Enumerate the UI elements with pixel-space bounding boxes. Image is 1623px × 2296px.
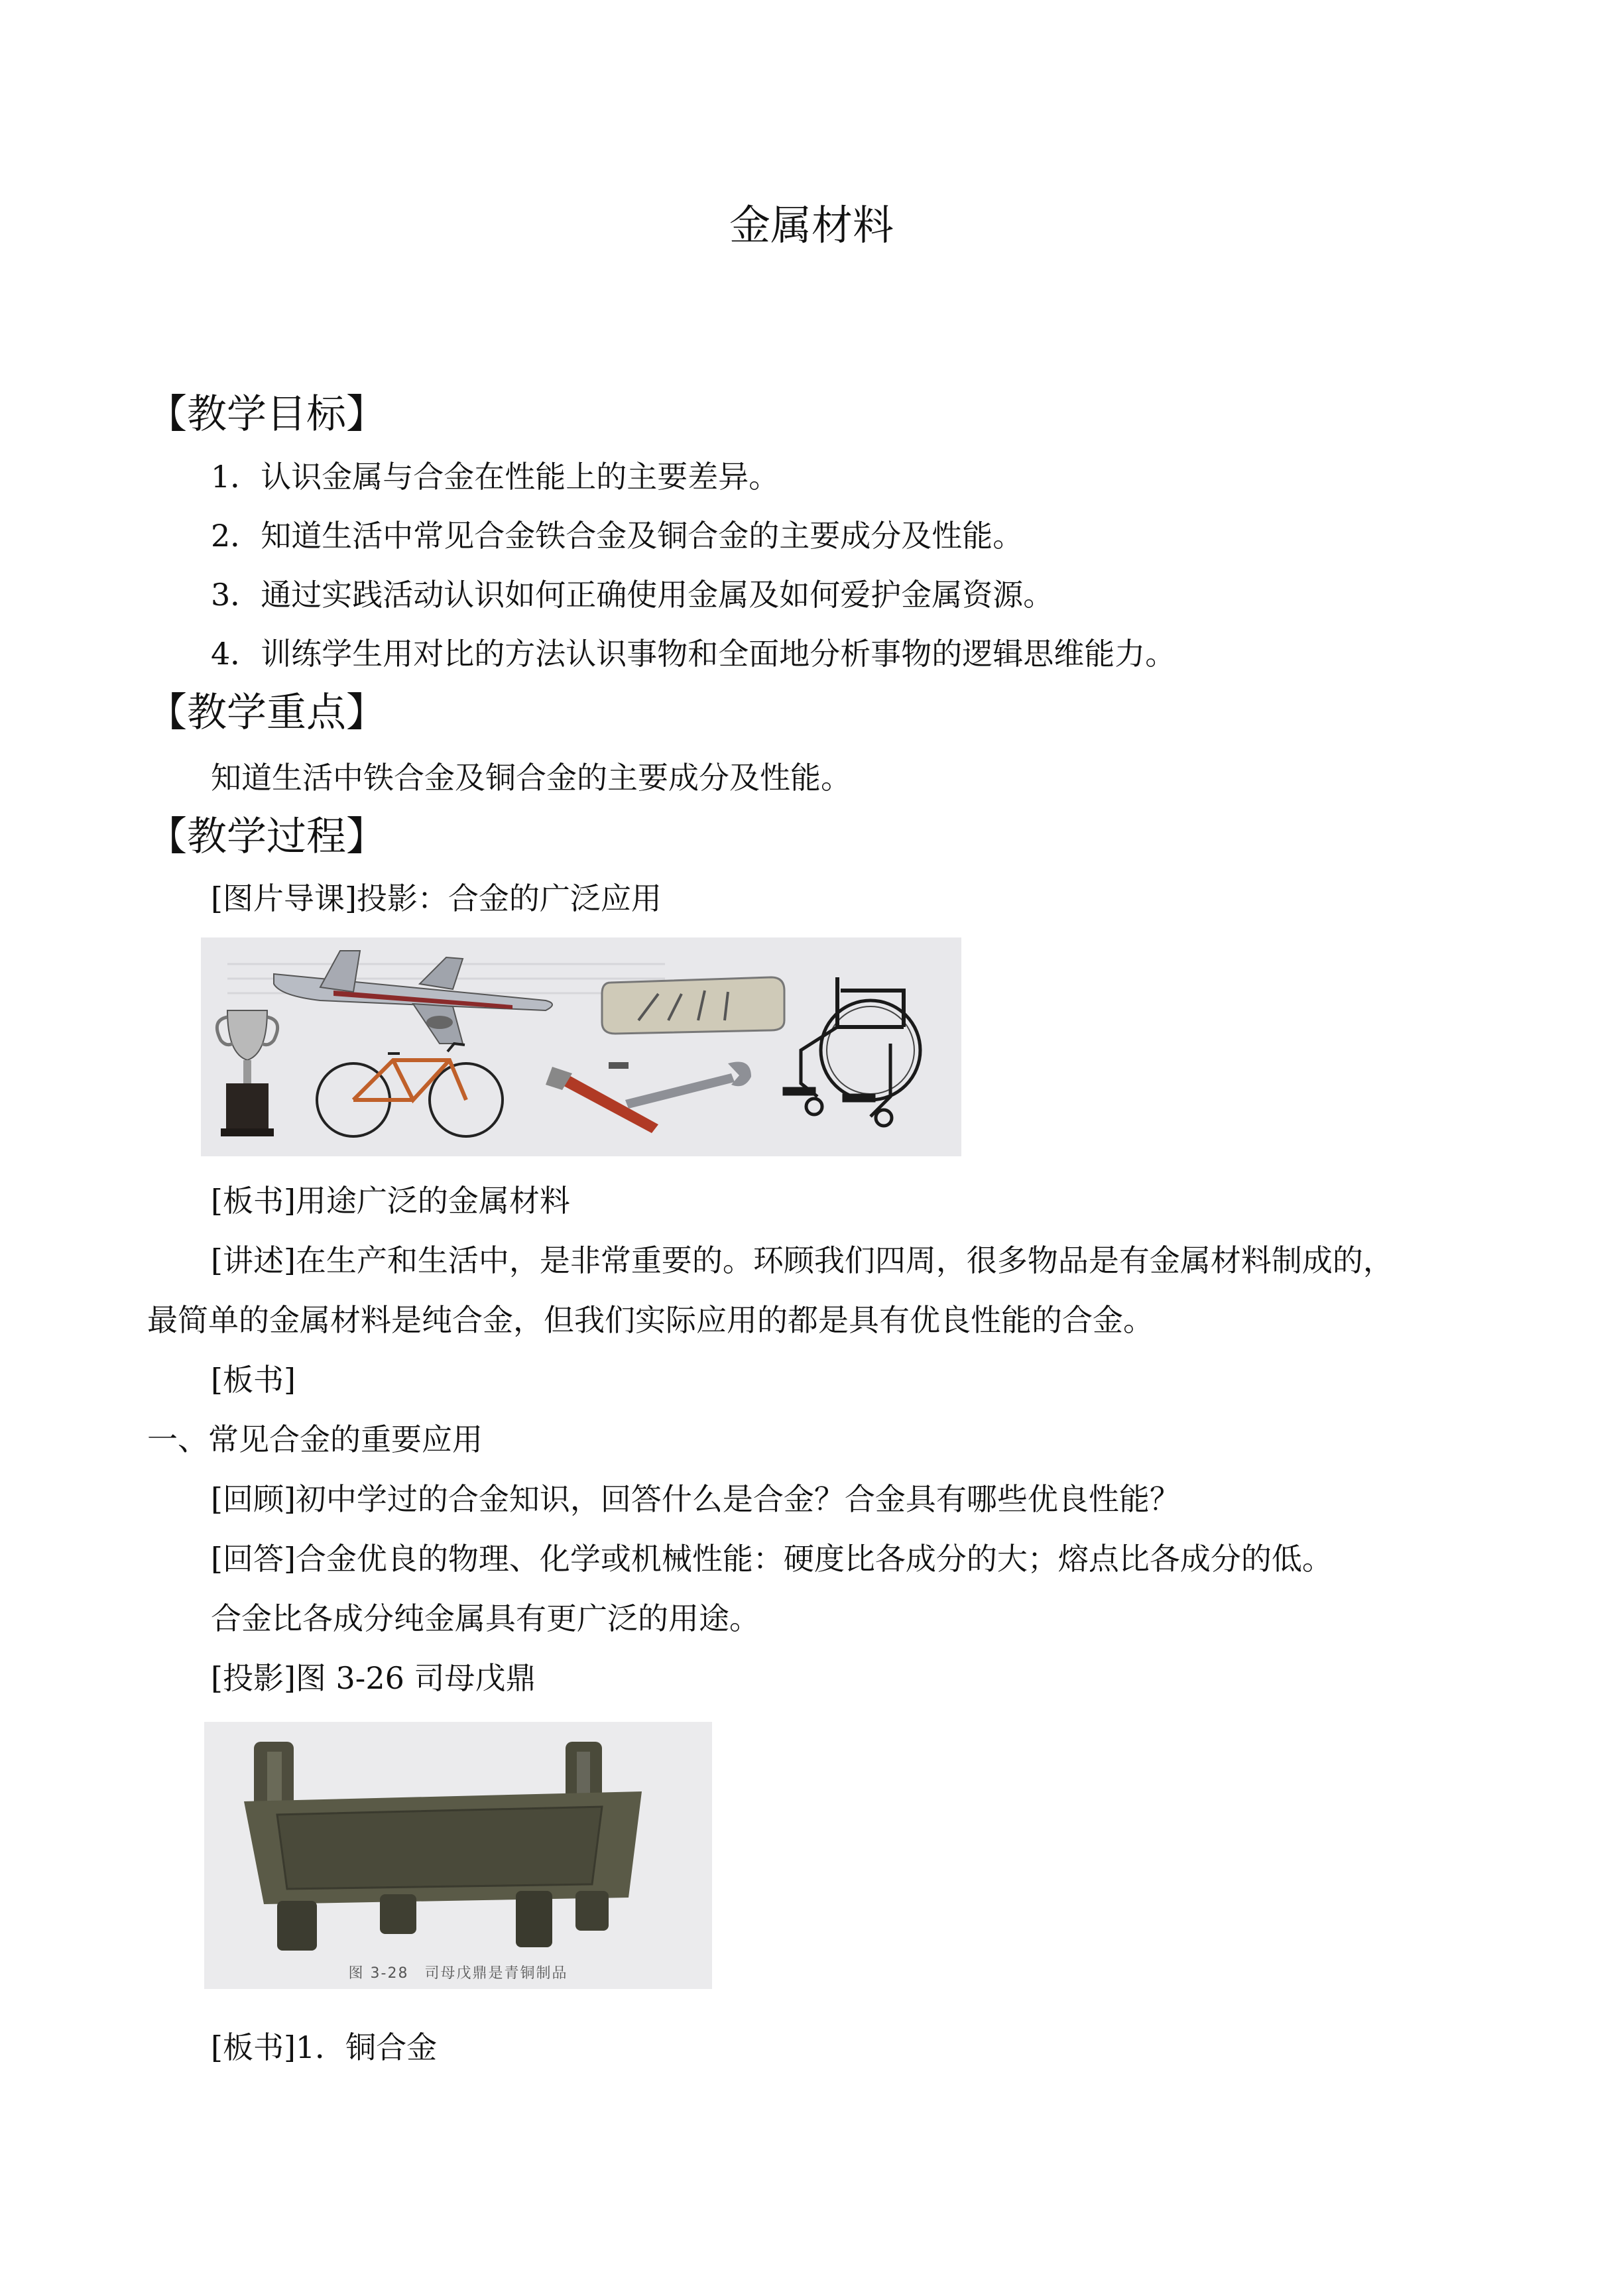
simuwu-ding-image — [204, 1722, 712, 1989]
medical-tray-icon — [602, 977, 784, 1034]
heading-teaching-process: 【教学过程】 — [147, 814, 386, 860]
ding-figure-caption: 图 3-28 司母戊鼎是青铜制品 — [348, 1965, 568, 1982]
alloy-applications-image — [201, 937, 961, 1156]
goal-item-2: 2．知道生活中常见合金铁合金及铜合金的主要成分及性能。 — [211, 518, 1024, 554]
process-line-answer: [回答]合金优良的物理、化学或机械性能：硬度比各成分的大；熔点比各成分的低。 — [211, 1541, 1333, 1577]
process-line-lecture-cont: 最简单的金属材料是纯合金，但我们实际应用的都是具有优良性能的合金。 — [147, 1302, 1154, 1338]
process-line-lecture: [讲述]在生产和生活中，是非常重要的。环顾我们四周，很多物品是有金属材料制成的， — [211, 1242, 1394, 1278]
page-title: 金属材料 — [729, 201, 894, 249]
goal-item-1: 1．认识金属与合金在性能上的主要差异。 — [211, 459, 780, 495]
section-heading-alloy-uses: 一、常见合金的重要应用 — [147, 1421, 483, 1457]
process-line-copper-alloy: [板书]1．铜合金 — [211, 2029, 438, 2065]
heading-key-points: 【教学重点】 — [147, 690, 386, 736]
process-line-answer-cont: 合金比各成分纯金属具有更广泛的用途。 — [211, 1601, 760, 1636]
process-line-board-2: [板书] — [211, 1362, 296, 1398]
process-line-review: [回顾]初中学过的合金知识，回答什么是合金？合金具有哪些优良性能？ — [211, 1481, 1180, 1517]
process-line-intro: [图片导课]投影：合金的广泛应用 — [211, 880, 662, 916]
heading-teaching-goals: 【教学目标】 — [147, 391, 386, 438]
goal-item-3: 3．通过实践活动认识如何正确使用金属及如何爱护金属资源。 — [211, 577, 1054, 613]
key-points-text: 知道生活中铁合金及铜合金的主要成分及性能。 — [211, 760, 851, 796]
process-line-board-1: [板书]用途广泛的金属材料 — [211, 1183, 570, 1219]
process-line-projection: [投影]图 3-26 司母戊鼎 — [211, 1660, 536, 1696]
goal-item-4: 4．训练学生用对比的方法认识事物和全面地分析事物的逻辑思维能力。 — [211, 636, 1176, 672]
